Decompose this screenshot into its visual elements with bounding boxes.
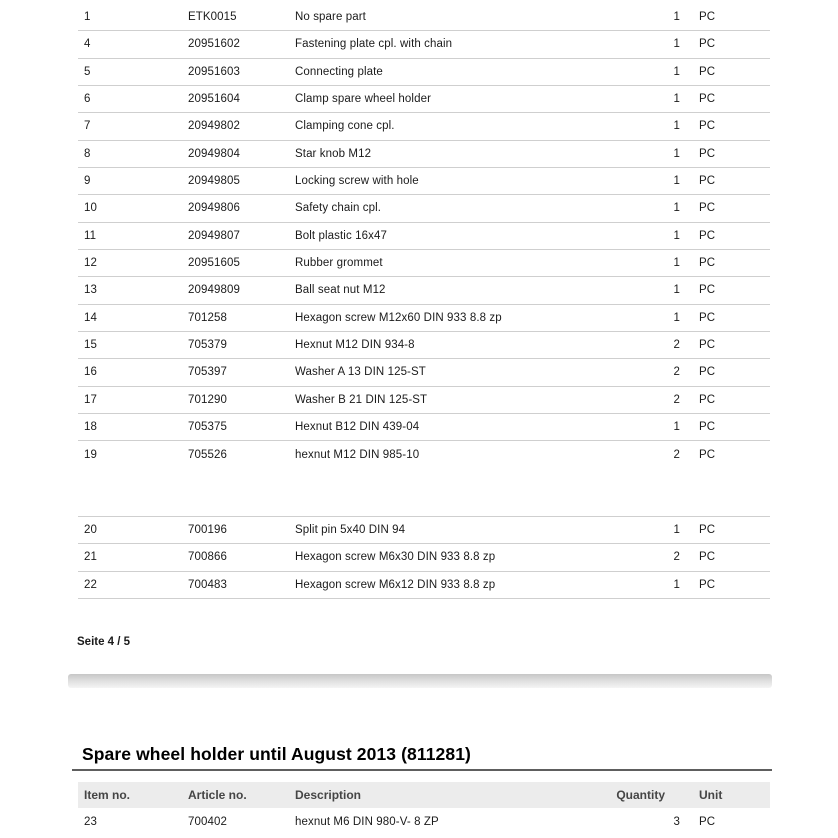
table-row bbox=[78, 195, 770, 222]
article-no-cell: 20949805 bbox=[188, 175, 240, 188]
quantity-cell: 1 bbox=[673, 421, 680, 434]
table-header-row bbox=[78, 782, 770, 808]
description-cell: Hexagon screw M6x30 DIN 933 8.8 zp bbox=[295, 551, 496, 564]
description-cell: Split pin 5x40 DIN 94 bbox=[295, 524, 406, 537]
unit-cell: PC bbox=[699, 65, 716, 78]
article-no-cell: 20949806 bbox=[188, 202, 240, 215]
page-number: Seite 4 / 5 bbox=[77, 636, 131, 648]
quantity-cell: 2 bbox=[673, 551, 680, 564]
article-no-cell: 700866 bbox=[188, 551, 227, 564]
quantity-cell: 2 bbox=[673, 339, 680, 352]
article-no-cell: 701290 bbox=[188, 393, 227, 406]
article-no-cell: 20951602 bbox=[188, 38, 240, 51]
article-no-cell: 705397 bbox=[188, 366, 227, 379]
quantity-cell: 1 bbox=[673, 175, 680, 188]
unit-cell: PC bbox=[699, 147, 716, 160]
unit-cell: PC bbox=[699, 524, 716, 537]
item-no-cell: 15 bbox=[84, 339, 97, 352]
unit-cell: PC bbox=[699, 339, 716, 352]
article-no-cell: 20951605 bbox=[188, 257, 240, 270]
unit-cell: PC bbox=[699, 311, 716, 324]
article-no-cell: 700196 bbox=[188, 524, 227, 537]
table-row bbox=[78, 305, 770, 332]
article-no-cell: 701258 bbox=[188, 311, 227, 324]
header-unit: Unit bbox=[699, 788, 723, 802]
unit-cell: PC bbox=[699, 815, 716, 828]
description-cell: Safety chain cpl. bbox=[295, 202, 382, 215]
table-row bbox=[78, 168, 770, 195]
table-row bbox=[78, 387, 770, 414]
description-cell: Connecting plate bbox=[295, 65, 383, 78]
parts-table-continued bbox=[78, 4, 770, 469]
article-no-cell: 20949804 bbox=[188, 147, 240, 160]
header-quantity: Quantity bbox=[616, 788, 665, 802]
header-article-no: Article no. bbox=[188, 788, 247, 802]
unit-cell: PC bbox=[699, 551, 716, 564]
description-cell: Locking screw with hole bbox=[295, 175, 419, 188]
quantity-cell: 2 bbox=[673, 366, 680, 379]
item-no-cell: 9 bbox=[84, 175, 91, 188]
table-row bbox=[78, 808, 770, 835]
article-no-cell: 700402 bbox=[188, 815, 227, 828]
article-no-cell: 20951604 bbox=[188, 93, 240, 106]
article-no-cell: 700483 bbox=[188, 578, 227, 591]
description-cell: No spare part bbox=[295, 11, 366, 24]
unit-cell: PC bbox=[699, 229, 716, 242]
description-cell: Washer A 13 DIN 125-ST bbox=[295, 366, 426, 379]
unit-cell: PC bbox=[699, 202, 716, 215]
item-no-cell: 6 bbox=[84, 93, 91, 106]
header-item-no: Item no. bbox=[84, 788, 131, 802]
section-title: Spare wheel holder until August 2013 (811281) bbox=[82, 744, 471, 764]
table-row bbox=[78, 544, 770, 571]
quantity-cell: 1 bbox=[673, 229, 680, 242]
table-row bbox=[78, 59, 770, 86]
quantity-cell: 1 bbox=[673, 93, 680, 106]
unit-cell: PC bbox=[699, 284, 716, 297]
unit-cell: PC bbox=[699, 393, 716, 406]
unit-cell: PC bbox=[699, 257, 716, 270]
article-no-cell: 20949807 bbox=[188, 229, 240, 242]
unit-cell: PC bbox=[699, 578, 716, 591]
quantity-cell: 1 bbox=[673, 202, 680, 215]
description-cell: Hexagon screw M6x12 DIN 933 8.8 zp bbox=[295, 578, 496, 591]
description-cell: hexnut M12 DIN 985-10 bbox=[295, 448, 420, 461]
table-row bbox=[78, 517, 770, 544]
unit-cell: PC bbox=[699, 38, 716, 51]
unit-cell: PC bbox=[699, 93, 716, 106]
table-row bbox=[78, 31, 770, 58]
item-no-cell: 19 bbox=[84, 448, 97, 461]
unit-cell: PC bbox=[699, 421, 716, 434]
quantity-cell: 1 bbox=[673, 120, 680, 133]
item-no-cell: 7 bbox=[84, 120, 91, 133]
table-row bbox=[78, 113, 770, 140]
quantity-cell: 2 bbox=[673, 448, 680, 461]
quantity-cell: 1 bbox=[673, 147, 680, 160]
table-row bbox=[78, 277, 770, 304]
article-no-cell: 705526 bbox=[188, 448, 227, 461]
item-no-cell: 22 bbox=[84, 578, 97, 591]
table-row bbox=[78, 441, 770, 468]
page-separator-bar bbox=[68, 674, 772, 688]
parts-table-section2 bbox=[78, 808, 770, 835]
item-no-cell: 5 bbox=[84, 65, 91, 78]
item-no-cell: 8 bbox=[84, 147, 91, 160]
unit-cell: PC bbox=[699, 366, 716, 379]
description-cell: Star knob M12 bbox=[295, 147, 372, 160]
description-cell: Washer B 21 DIN 125-ST bbox=[295, 393, 428, 406]
quantity-cell: 1 bbox=[673, 11, 680, 24]
description-cell: Ball seat nut M12 bbox=[295, 284, 386, 297]
quantity-cell: 3 bbox=[673, 815, 680, 828]
table-row bbox=[78, 414, 770, 441]
article-no-cell: 20949809 bbox=[188, 284, 240, 297]
quantity-cell: 1 bbox=[673, 311, 680, 324]
item-no-cell: 17 bbox=[84, 393, 97, 406]
table-row bbox=[78, 359, 770, 386]
table-row bbox=[78, 4, 770, 31]
item-no-cell: 13 bbox=[84, 284, 97, 297]
article-no-cell: 20951603 bbox=[188, 65, 240, 78]
unit-cell: PC bbox=[699, 11, 716, 24]
article-no-cell: 705379 bbox=[188, 339, 227, 352]
quantity-cell: 1 bbox=[673, 284, 680, 297]
item-no-cell: 11 bbox=[84, 229, 97, 242]
header-description: Description bbox=[295, 788, 362, 802]
item-no-cell: 20 bbox=[84, 524, 97, 537]
article-no-cell: ETK0015 bbox=[188, 11, 237, 24]
section-title-underline bbox=[72, 769, 772, 771]
table-row bbox=[78, 332, 770, 359]
item-no-cell: 18 bbox=[84, 421, 97, 434]
parts-table-group2 bbox=[78, 516, 770, 599]
quantity-cell: 1 bbox=[673, 578, 680, 591]
quantity-cell: 2 bbox=[673, 393, 680, 406]
item-no-cell: 16 bbox=[84, 366, 97, 379]
quantity-cell: 1 bbox=[673, 38, 680, 51]
table-row bbox=[78, 223, 770, 250]
description-cell: hexnut M6 DIN 980-V- 8 ZP bbox=[295, 815, 439, 828]
table-row bbox=[78, 572, 770, 599]
item-no-cell: 14 bbox=[84, 311, 97, 324]
unit-cell: PC bbox=[699, 448, 716, 461]
description-cell: Clamping cone cpl. bbox=[295, 120, 395, 133]
description-cell: Rubber grommet bbox=[295, 257, 383, 270]
unit-cell: PC bbox=[699, 120, 716, 133]
quantity-cell: 1 bbox=[673, 257, 680, 270]
quantity-cell: 1 bbox=[673, 524, 680, 537]
description-cell: Clamp spare wheel holder bbox=[295, 93, 431, 106]
item-no-cell: 1 bbox=[84, 11, 91, 24]
article-no-cell: 705375 bbox=[188, 421, 227, 434]
item-no-cell: 21 bbox=[84, 551, 97, 564]
description-cell: Hexnut M12 DIN 934-8 bbox=[295, 339, 415, 352]
item-no-cell: 12 bbox=[84, 257, 97, 270]
quantity-cell: 1 bbox=[673, 65, 680, 78]
unit-cell: PC bbox=[699, 175, 716, 188]
item-no-cell: 10 bbox=[84, 202, 97, 215]
article-no-cell: 20949802 bbox=[188, 120, 240, 133]
description-cell: Hexnut B12 DIN 439-04 bbox=[295, 421, 420, 434]
description-cell: Bolt plastic 16x47 bbox=[295, 229, 387, 242]
table-row bbox=[78, 141, 770, 168]
item-no-cell: 4 bbox=[84, 38, 91, 51]
description-cell: Fastening plate cpl. with chain bbox=[295, 38, 453, 51]
description-cell: Hexagon screw M12x60 DIN 933 8.8 zp bbox=[295, 311, 502, 324]
table-row bbox=[78, 250, 770, 277]
item-no-cell: 23 bbox=[84, 815, 97, 828]
table-row bbox=[78, 86, 770, 113]
